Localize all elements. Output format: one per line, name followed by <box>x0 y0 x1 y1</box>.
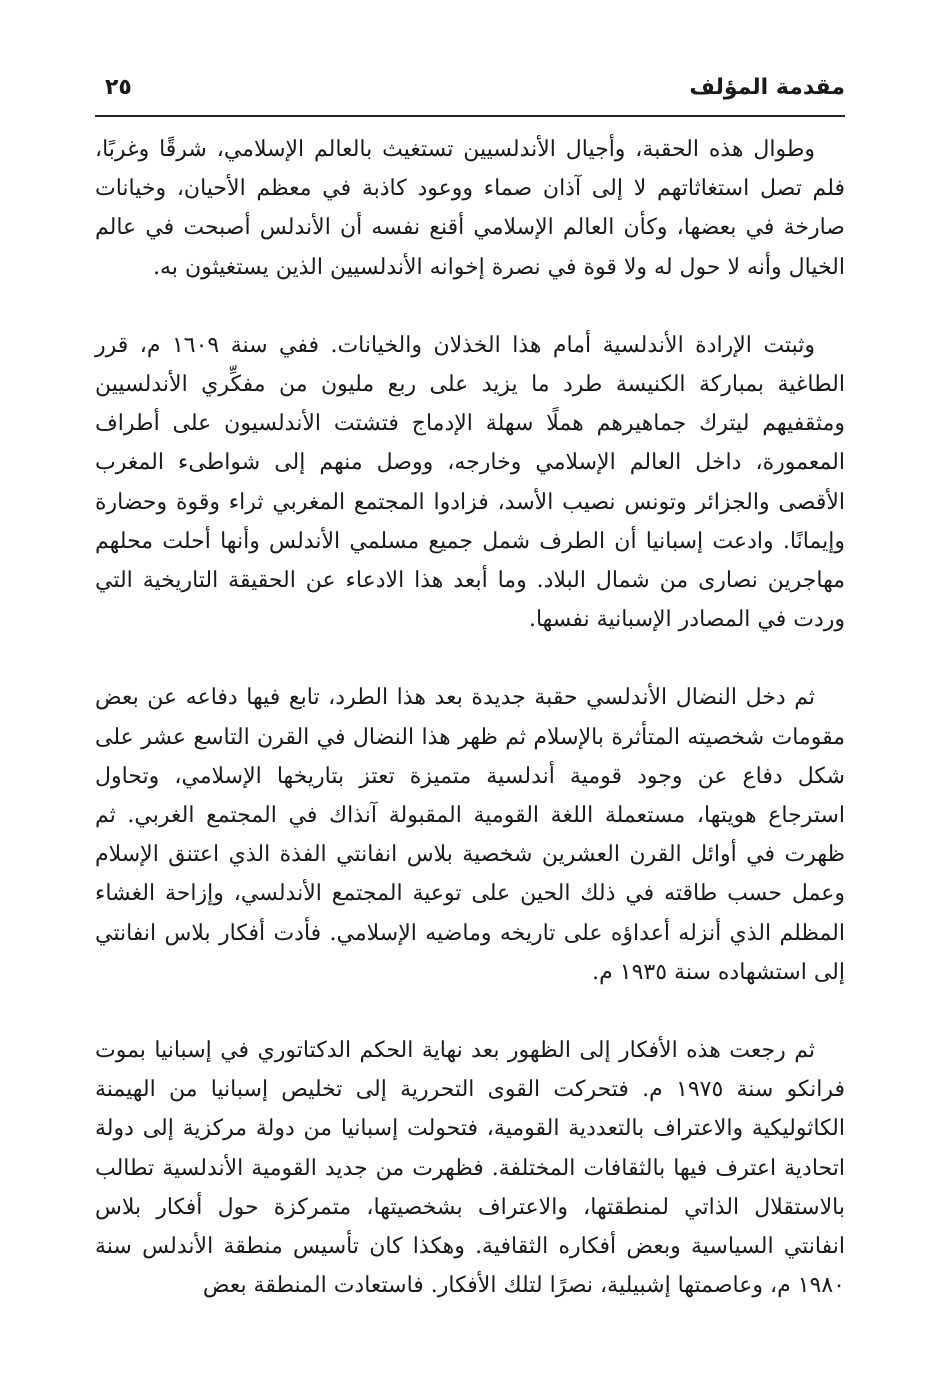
page-number: ٢٥ <box>105 75 132 100</box>
running-header <box>95 68 845 108</box>
paragraph: ثم رجعت هذه الأفكار إلى الظهور بعد نهاية الحكم الدكتاتوري في إسبانيا بموت فرانكو سنة ١٩٧٥ م. فتحركت القوى التحررية إلى تخليص إسبانيا من الهيمنة الكاثوليكية والاعتراف بالتعددية القومية، فتحولت إسبانيا من دولة مركزية إلى دولة اتحادية اعترف فيها بالثقافات المختلفة. فظهرت من جديد القومية الأندلسية تطالب بالاستقلال الذاتي لمنطقتها، والاعتراف بشخصيتها، متمركزة حول أفكار بلاس انفانتي السياسية وبعض أفكاره الثقافية. وهكذا كان تأسيس منطقة الأندلس سنة ١٩٨٠ م، وعاصمتها إشبيلية، نصرًا لتلك الأفكار. فاستعادت المنطقة بعض <box>95 1038 845 1299</box>
header-divider <box>95 115 845 117</box>
body-text <box>95 130 845 1305</box>
paragraph: ثم دخل النضال الأندلسي حقبة جديدة بعد هذا الطرد، تابع فيها دفاعه عن بعض مقومات شخصيته المتأثرة بالإسلام ثم ظهر هذا النضال في القرن التاسع عشر على شكل دفاع عن وجود قومية أندلسية متميزة تعتز بتاريخها الإسلامي، وتحاول استرجاع هويتها، مستعملة اللغة القومية المقبولة آنذاك في المجتمع الغربي. ثم ظهرت في أوائل القرن العشرين شخصية بلاس انفانتي الفذة الذي اعتنق الإسلام وعمل حسب طاقته في ذلك الحين على توعية المجتمع الأندلسي، وإزاحة الغشاء المظلم الذي أنزله أعداؤه على تاريخه وماضيه الإسلامي. فأدت أفكار بلاس انفانتي إلى استشهاده سنة ١٩٣٥ م. <box>95 685 845 985</box>
book-page <box>95 0 845 1375</box>
paragraph: وثبتت الإرادة الأندلسية أمام هذا الخذلان والخيانات. ففي سنة ١٦٠٩ م، قرر الطاغية بمباركة الكنيسة طرد ما يزيد على ربع مليون من مفكِّري الأندلسيين ومثقفيهم ليترك جماهيرهم هملًا سهلة الإدماج فتشتت الأندلسيون على أطراف المعمورة، داخل العالم الإسلامي وخارجه، ووصل منهم إلى شواطىء المغرب الأقصى والجزائر وتونس نصيب الأسد، فزادوا المجتمع المغربي ثراء وقوة وحضارة وإيمانًا. وادعت إسبانيا أن الطرف شمل جميع مسلمي الأندلس وأنها أحلت محلهم مهاجرين نصارى من شمال البلاد. وما أبعد هذا الادعاء عن الحقيقة التاريخية التي وردت في المصادر الإسبانية نفسها. <box>95 332 845 633</box>
chapter-title: مقدمة المؤلف <box>689 75 845 100</box>
paragraph: وطوال هذه الحقبة، وأجيال الأندلسيين تستغيث بالعالم الإسلامي، شرقًا وغربًا، فلم تصل استغاثاتهم لا إلى آذان صماء ووعود كاذبة في معظم الأحيان، وخيانات صارخة في بعضها، وكأن العالم الإسلامي أقنع نفسه أن الأندلس أصبحت في عالم الخيال وأنه لا حول له ولا قوة في نصرة إخوانه الأندلسيين الذين يستغيثون به. <box>95 137 845 280</box>
